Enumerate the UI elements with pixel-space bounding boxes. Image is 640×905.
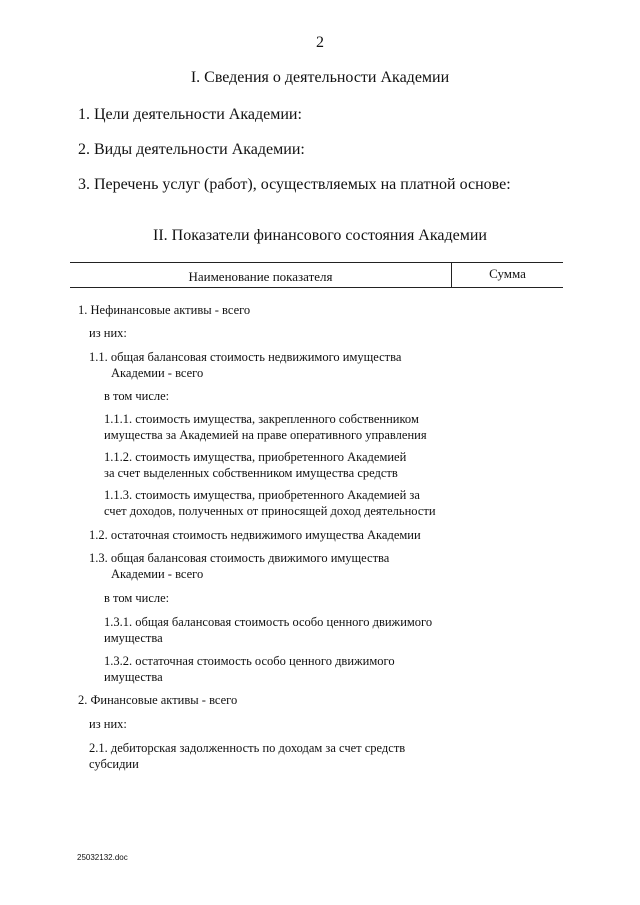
row-text: 1.3. общая балансовая стоимость движимого имущества [89, 551, 390, 565]
table-row-financial-assets [78, 692, 237, 708]
table-row-valuable-movable-residual [104, 653, 395, 685]
table-row-nonfinancial-assets [78, 302, 250, 318]
section-2-title: II. Показатели финансового состояния Академии [153, 227, 487, 244]
row-text: 1.1.1. стоимость имущества, закрепленного собственником [104, 412, 419, 426]
table-row-assigned-property [104, 411, 427, 443]
row-text: в том числе: [104, 389, 170, 403]
row-text: в том числе: [104, 591, 170, 605]
row-text: субсидии [89, 757, 139, 771]
row-text: за счет выделенных собственником имущества средств [104, 466, 398, 480]
row-text: из них: [89, 326, 127, 340]
row-text: 1.3.1. общая балансовая стоимость особо ценного движимого [104, 615, 433, 629]
footer-filename: 25032132.doc [77, 853, 128, 862]
row-text: имущества за Академией на праве оперативного управления [104, 428, 427, 442]
section-1-item-goals: 1. Цели деятельности Академии: [78, 106, 302, 123]
row-text: имущества [104, 631, 163, 645]
row-text: 1.1.2. стоимость имущества, приобретенного Академией [104, 450, 407, 464]
table-row-of-which [89, 325, 127, 341]
table-row-including [104, 590, 169, 606]
row-text: 1.3.2. остаточная стоимость особо ценного движимого [104, 654, 395, 668]
row-text: 2. Финансовые активы - всего [78, 693, 238, 707]
column-header-name: Наименование показателя [188, 269, 333, 284]
table-row-receivables-subsidy [89, 740, 405, 772]
row-text: 1. Нефинансовые активы - всего [78, 303, 251, 317]
row-text: 1.2. остаточная стоимость недвижимого имущества Академии [89, 528, 421, 542]
table-row-real-estate-total [89, 349, 401, 381]
indicators-table-header [70, 262, 563, 288]
table-row-acquired-owner-funds [104, 449, 406, 481]
table-row-real-estate-residual [89, 527, 421, 543]
table-row-acquired-income [104, 487, 436, 519]
column-header-sum: Сумма [489, 266, 526, 281]
row-text: из них: [89, 717, 127, 731]
row-text: 2.1. дебиторская задолженность по доходам за счет средств [89, 741, 406, 755]
section-1-title: I. Сведения о деятельности Академии [190, 69, 450, 86]
section-1-item-paid-services: 3. Перечень услуг (работ), осуществляемых на платной основе: [78, 176, 511, 193]
row-text: Академии - всего [111, 366, 204, 380]
page-number: 2 [316, 34, 324, 51]
table-row-valuable-movable-total [104, 614, 432, 646]
table-row-of-which [89, 716, 127, 732]
row-text: Академии - всего [111, 567, 204, 581]
row-text: 1.1.3. стоимость имущества, приобретенного Академией за [104, 488, 420, 502]
table-row-movable-total [89, 550, 389, 582]
section-1-item-activities: 2. Виды деятельности Академии: [78, 141, 305, 158]
row-text: имущества [104, 670, 163, 684]
table-row-including [104, 388, 169, 404]
row-text: счет доходов, полученных от приносящей доход деятельности [104, 504, 436, 518]
row-text: 1.1. общая балансовая стоимость недвижимого имущества [89, 350, 402, 364]
